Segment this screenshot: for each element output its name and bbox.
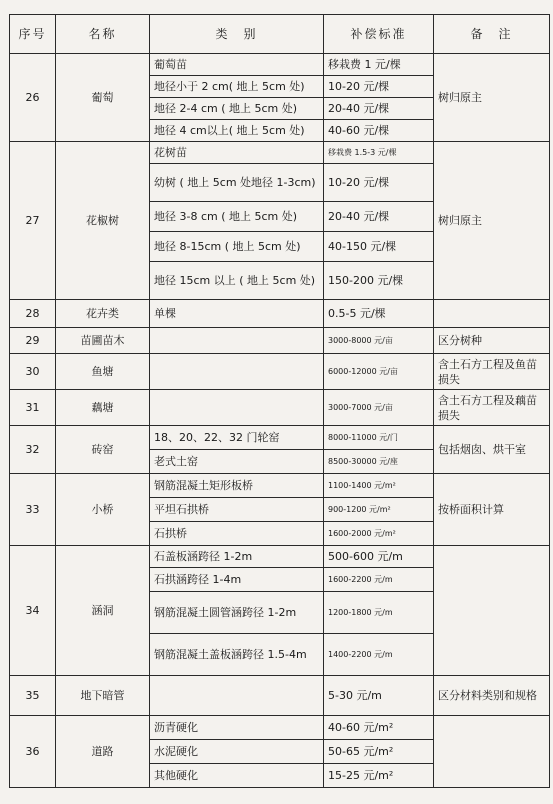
table-row (10, 142, 550, 164)
table-row (10, 54, 550, 76)
cell-name: 地下暗管 (56, 676, 150, 716)
header-row (10, 15, 550, 54)
table-body (10, 54, 550, 788)
cell-type: 钢筋混凝土矩形板桥 (150, 474, 324, 498)
cell-type: 地径 4 cm以上( 地上 5cm 处) (150, 120, 324, 142)
table-row (10, 354, 550, 390)
cell-type: 老式土窑 (150, 450, 324, 474)
cell-no: 27 (10, 142, 56, 300)
cell-standard: 移栽费 1 元/棵 (324, 54, 434, 76)
cell-note: 树归原主 (434, 142, 550, 300)
cell-no: 31 (10, 390, 56, 426)
cell-no: 28 (10, 300, 56, 328)
cell-type: 石盖板涵跨径 1-2m (150, 546, 324, 568)
table-row (10, 300, 550, 328)
header-name: 名称 (56, 15, 150, 54)
compensation-table (9, 14, 550, 788)
cell-standard: 1100-1400 元/m² (324, 474, 434, 498)
cell-note (434, 716, 550, 788)
cell-standard: 8500-30000 元/座 (324, 450, 434, 474)
header-no: 序号 (10, 15, 56, 54)
cell-standard: 移栽费 1.5-3 元/棵 (324, 142, 434, 164)
cell-type: 平坦石拱桥 (150, 498, 324, 522)
table-row (10, 390, 550, 426)
cell-no: 29 (10, 328, 56, 354)
cell-standard: 10-20 元/棵 (324, 164, 434, 202)
table-row (10, 716, 550, 740)
cell-standard: 3000-8000 元/亩 (324, 328, 434, 354)
cell-note: 包括烟囱、烘干室 (434, 426, 550, 474)
header-standard: 补偿标准 (324, 15, 434, 54)
cell-no: 30 (10, 354, 56, 390)
table-row (10, 546, 550, 568)
cell-standard: 500-600 元/m (324, 546, 434, 568)
cell-name: 砖窑 (56, 426, 150, 474)
cell-note: 区分树种 (434, 328, 550, 354)
cell-standard: 20-40 元/棵 (324, 202, 434, 232)
cell-type: 钢筋混凝土盖板涵跨径 1.5-4m (150, 634, 324, 676)
table-row (10, 426, 550, 450)
cell-type (150, 676, 324, 716)
cell-standard: 5-30 元/m (324, 676, 434, 716)
cell-type: 花树苗 (150, 142, 324, 164)
cell-type: 水泥硬化 (150, 740, 324, 764)
cell-type: 石拱桥 (150, 522, 324, 546)
cell-note: 含土石方工程及藕苗损失 (434, 390, 550, 426)
cell-standard: 150-200 元/棵 (324, 262, 434, 300)
table-row (10, 474, 550, 498)
cell-standard: 1200-1800 元/m (324, 592, 434, 634)
cell-no: 34 (10, 546, 56, 676)
cell-type: 地径 15cm 以上 ( 地上 5cm 处) (150, 262, 324, 300)
cell-type (150, 328, 324, 354)
cell-type (150, 354, 324, 390)
cell-name: 藕塘 (56, 390, 150, 426)
cell-no: 26 (10, 54, 56, 142)
cell-type: 地径 2-4 cm ( 地上 5cm 处) (150, 98, 324, 120)
cell-standard: 50-65 元/m² (324, 740, 434, 764)
cell-type: 沥青硬化 (150, 716, 324, 740)
cell-standard: 40-60 元/m² (324, 716, 434, 740)
cell-standard: 15-25 元/m² (324, 764, 434, 788)
cell-type: 地径小于 2 cm( 地上 5cm 处) (150, 76, 324, 98)
cell-type: 钢筋混凝土圆管涵跨径 1-2m (150, 592, 324, 634)
cell-type: 其他硬化 (150, 764, 324, 788)
cell-name: 道路 (56, 716, 150, 788)
cell-note: 区分材料类别和规格 (434, 676, 550, 716)
cell-name: 涵洞 (56, 546, 150, 676)
cell-type: 葡萄苗 (150, 54, 324, 76)
cell-name: 苗圃苗木 (56, 328, 150, 354)
cell-type: 石拱涵跨径 1-4m (150, 568, 324, 592)
cell-standard: 1600-2200 元/m (324, 568, 434, 592)
cell-name: 花椒树 (56, 142, 150, 300)
cell-type: 地径 3-8 cm ( 地上 5cm 处) (150, 202, 324, 232)
header-note: 备 注 (434, 15, 550, 54)
cell-name: 小桥 (56, 474, 150, 546)
cell-standard: 10-20 元/棵 (324, 76, 434, 98)
cell-name: 花卉类 (56, 300, 150, 328)
cell-no: 35 (10, 676, 56, 716)
header-type: 类 别 (150, 15, 324, 54)
cell-note (434, 300, 550, 328)
table-row (10, 676, 550, 716)
cell-type: 地径 8-15cm ( 地上 5cm 处) (150, 232, 324, 262)
table-row (10, 328, 550, 354)
cell-note: 按桥面积计算 (434, 474, 550, 546)
cell-no: 36 (10, 716, 56, 788)
cell-standard: 40-60 元/棵 (324, 120, 434, 142)
cell-standard: 20-40 元/棵 (324, 98, 434, 120)
cell-type: 18、20、22、32 门轮窑 (150, 426, 324, 450)
cell-note: 含土石方工程及鱼苗损失 (434, 354, 550, 390)
cell-standard: 8000-11000 元/门 (324, 426, 434, 450)
cell-standard: 900-1200 元/m² (324, 498, 434, 522)
cell-type (150, 390, 324, 426)
cell-note (434, 546, 550, 676)
cell-standard: 6000-12000 元/亩 (324, 354, 434, 390)
cell-name: 葡萄 (56, 54, 150, 142)
cell-note: 树归原主 (434, 54, 550, 142)
cell-type: 单棵 (150, 300, 324, 328)
cell-standard: 1400-2200 元/m (324, 634, 434, 676)
cell-standard: 3000-7000 元/亩 (324, 390, 434, 426)
cell-standard: 0.5-5 元/棵 (324, 300, 434, 328)
cell-name: 鱼塘 (56, 354, 150, 390)
compensation-table-page (9, 14, 549, 788)
cell-no: 32 (10, 426, 56, 474)
cell-no: 33 (10, 474, 56, 546)
cell-standard: 1600-2000 元/m² (324, 522, 434, 546)
cell-type: 幼树 ( 地上 5cm 处地径 1-3cm) (150, 164, 324, 202)
cell-standard: 40-150 元/棵 (324, 232, 434, 262)
